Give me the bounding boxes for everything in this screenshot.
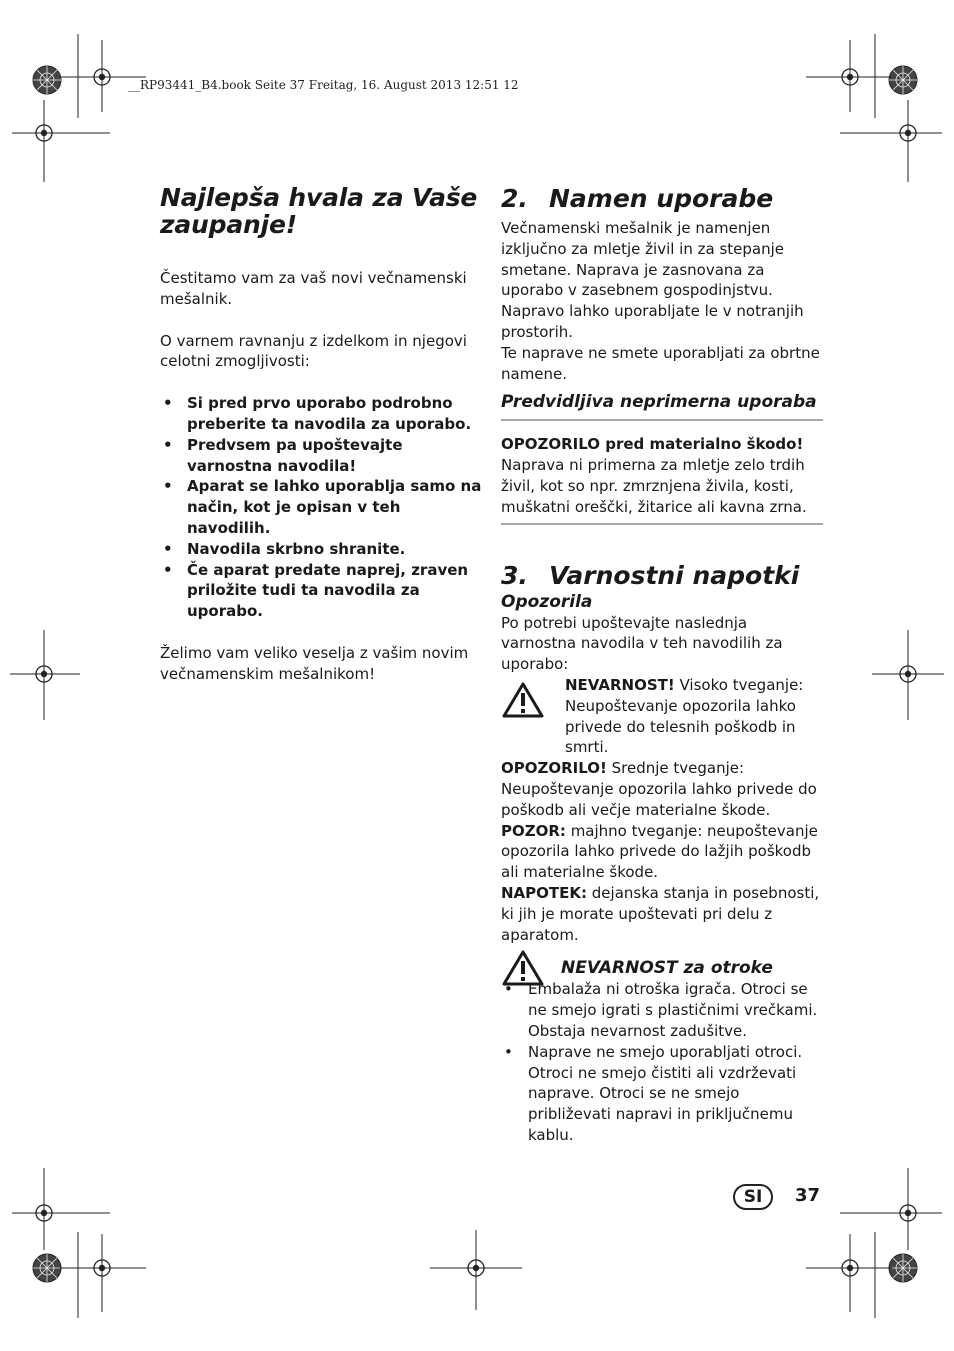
- warning-label: OPOZORILO!: [501, 759, 607, 778]
- safe-handling-text: O varnem ravnanju z izdelkom in njegovi celotni zmogljivosti:: [160, 331, 467, 371]
- children-danger-list: [501, 979, 823, 1145]
- caution-text: majhno tveganje: neupoštevanje opozorila lahko privede do lažjih poškodb ali materialne škode.: [501, 821, 818, 882]
- warnings-subheading: Opozorila: [501, 591, 593, 612]
- bullet-icon: •: [163, 394, 173, 413]
- note-label: NAPOTEK:: [501, 883, 588, 902]
- list-item: • Če aparat predate naprej, zraven priložite tudi ta navodila za uporabo.: [163, 560, 469, 621]
- list-item: • Si pred prvo uporabo podrobno preberite ta navodila za uporabo.: [163, 394, 472, 433]
- right-column: [501, 184, 823, 1146]
- bullet-icon: •: [163, 539, 173, 558]
- page-title: Najlepša hvala za Vaše zaupanje!: [160, 183, 478, 239]
- section-2-paragraph: Večnamenski mešalnik je namenjen izključno za mletje živil in za stepanje smetane. Naprava je zasnovana za uporabo v zasebnem gospodinjstvu. Napravo lahko uporabljate le v notranjih prostorih.: [501, 219, 804, 341]
- divider: [501, 523, 823, 525]
- note-text: dejanska stanja in posebnosti, ki jih je morate upoštevati pri delu z aparatom.: [501, 883, 820, 944]
- section-3-heading: 3. Varnostni napotki: [501, 560, 800, 590]
- caution-label: POZOR:: [501, 821, 566, 840]
- list-item: • Navodila skrbno shranite.: [163, 539, 406, 558]
- misuse-heading: Predvidljiva neprimerna uporaba: [501, 392, 817, 413]
- instructions-list: [160, 393, 482, 622]
- bullet-icon: •: [163, 435, 173, 454]
- list-item: • Aparat se lahko uporablja samo na način, kot je opisan v teh navodilih.: [163, 477, 482, 537]
- material-warning-label: OPOZORILO pred materialno škodo!: [501, 435, 804, 454]
- bullet-icon: •: [163, 560, 173, 579]
- list-item: • Predvsem pa upoštevajte varnostna navodila!: [163, 435, 403, 475]
- children-danger-heading-row: [501, 957, 823, 979]
- page-number: 37: [795, 1185, 821, 1206]
- warning-triangle-icon: [501, 681, 545, 719]
- bullet-icon: •: [504, 980, 513, 999]
- danger-label: NEVARNOST!: [565, 675, 675, 694]
- danger-notice: [501, 675, 823, 758]
- section-2-heading: 2. Namen uporabe: [501, 184, 774, 213]
- danger-text: Visoko tveganje: Neupoštevanje opozorila lahko privede do telesnih poškodb in smrti.: [565, 675, 804, 757]
- material-warning-text: Naprava ni primerna za mletje zelo trdih živil, kot so npr. zmrznjena živila, kosti, muškatni oreščki, žitarice ali kavna zrna.: [501, 456, 807, 516]
- list-item: • Naprave ne smejo uporabljati otroci. Otroci ne smejo čistiti ali vzdrževati naprave. Otroci se ne smejo približevati napravi in priključnemu kablu.: [504, 1042, 803, 1144]
- language-badge: SI: [733, 1184, 773, 1210]
- bullet-icon: •: [163, 477, 173, 496]
- divider: [501, 419, 823, 421]
- intro-text: Čestitamo vam za vaš novi večnamenski mešalnik.: [160, 269, 467, 308]
- children-danger-heading: NEVARNOST za otroke: [561, 958, 773, 979]
- section-2-paragraph-2: Te naprave ne smete uporabljati za obrtne namene.: [501, 343, 820, 383]
- closing-text: Želimo vam veliko veselja z vašim novim večnamenskim mešalnikom!: [160, 643, 469, 683]
- left-column: [160, 184, 482, 685]
- bullet-icon: •: [504, 1042, 513, 1061]
- list-item: • Embalaža ni otroška igrača. Otroci se ne smejo igrati s plastičnimi vrečkami. Obstaja nevarnost zadušitve.: [504, 980, 818, 1040]
- warning-text: Srednje tveganje: Neupoštevanje opozorila lahko privede do poškodb ali večje materialne škode.: [501, 759, 817, 819]
- print-header: __RP93441_B4.book Seite 37 Freitag, 16. August 2013 12:51 12: [128, 78, 519, 92]
- warnings-intro: Po potrebi upoštevajte naslednja varnostna navodila v teh navodilih za uporabo:: [501, 613, 783, 674]
